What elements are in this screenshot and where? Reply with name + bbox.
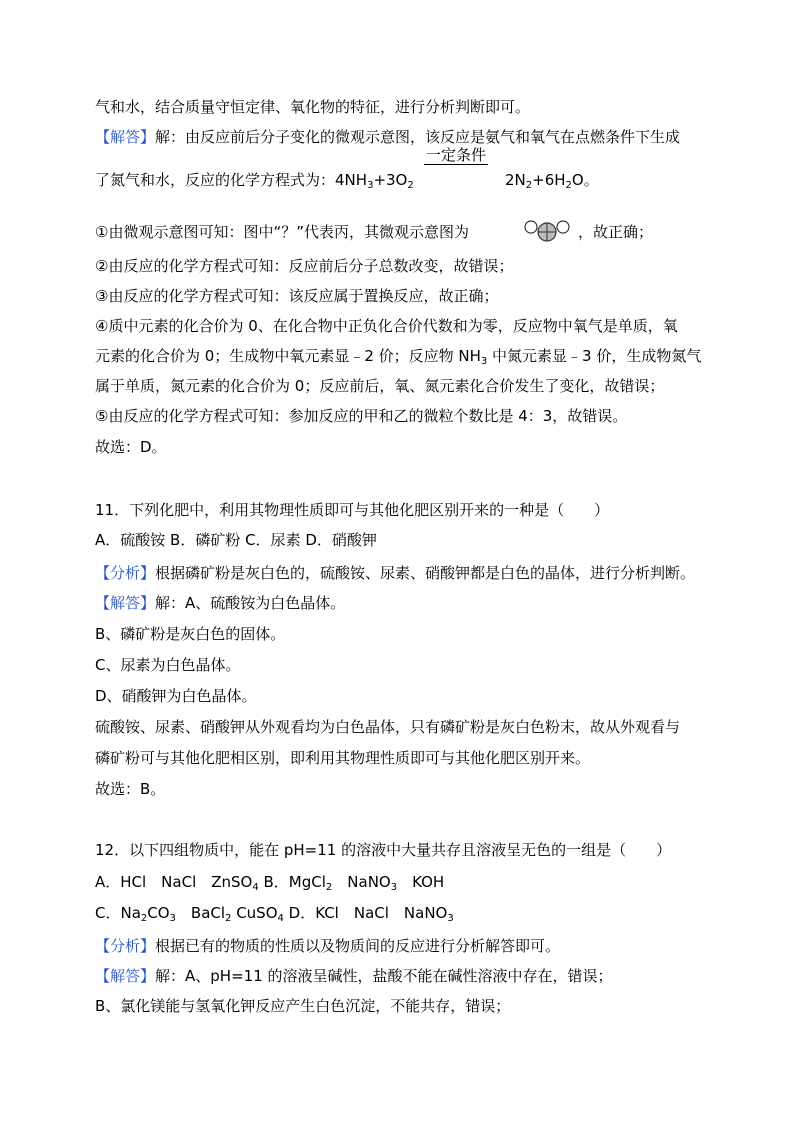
equation-right bbox=[505, 170, 599, 190]
option-text: C．Na bbox=[95, 904, 141, 922]
text-line bbox=[95, 563, 695, 583]
answer-tag: 【解答】 bbox=[95, 128, 156, 146]
answer-tag: 【解答】 bbox=[95, 967, 156, 985]
question-11-options: A．硫酸铵 B．磷矿粉 C．尿素 D．硝酸钾 bbox=[95, 531, 377, 549]
option-text: KOH bbox=[397, 873, 445, 891]
question-12-options bbox=[95, 872, 444, 892]
line-text: ，故正确； bbox=[578, 223, 654, 241]
subscript: 2 bbox=[225, 913, 232, 924]
text-line: ②由反应的化学方程式可知：反应前后分子总数改变，故错误； bbox=[95, 257, 514, 275]
text-line bbox=[95, 127, 680, 147]
question-12-options bbox=[95, 903, 454, 923]
equation-right-text: O。 bbox=[571, 171, 599, 189]
line-text: 元素的化合价为 0；生成物中氧元素显﹣2 价；反应物 NH bbox=[95, 347, 481, 365]
text-line: ④质中元素的化合价为 0、在化合物中正负化合价代数和为零，反应物中氧气是单质，氧 bbox=[95, 317, 678, 335]
text-line: B、氯化镁能与氢氧化钾反应产生白色沉淀，不能共存，错误； bbox=[95, 997, 511, 1015]
subscript: 3 bbox=[390, 882, 398, 893]
text-line: D、硝酸钾为白色晶体。 bbox=[95, 687, 257, 705]
text-line bbox=[95, 966, 613, 986]
text-line: ③由反应的化学方程式可知：该反应属于置换反应，故正确； bbox=[95, 287, 499, 305]
text-line: 气和水，结合质量守恒定律、氧化物的特征，进行分析判断即可。 bbox=[95, 98, 531, 116]
subscript: 3 bbox=[169, 913, 176, 924]
line-text: ①由微观示意图可知：图中“？”代表丙，其微观示意图为 bbox=[95, 223, 469, 241]
analysis-tag: 【分析】 bbox=[95, 937, 156, 955]
equation-condition: 一定条件 bbox=[426, 146, 487, 164]
option-text: B．MgCl bbox=[258, 873, 326, 891]
option-text: CO bbox=[147, 904, 170, 922]
subscript: 3 bbox=[367, 180, 374, 191]
answer-tag: 【解答】 bbox=[95, 594, 156, 612]
analysis-tag: 【分析】 bbox=[95, 564, 156, 582]
text-line: C、尿素为白色晶体。 bbox=[95, 656, 241, 674]
text-line: 故选：D。 bbox=[95, 438, 167, 456]
equation-left: +3O bbox=[373, 171, 408, 189]
line-text: 中氮元素显﹣3 价，生成物氮气 bbox=[487, 347, 702, 365]
text-line bbox=[95, 936, 560, 956]
subscript: 4 bbox=[277, 913, 284, 924]
question-11: 11．下列化肥中，利用其物理性质即可与其他化肥区别开来的一种是（ ） bbox=[95, 501, 610, 519]
option-text: D．KCl NaCl NaNO bbox=[283, 904, 448, 922]
text-line: 磷矿粉可与其他化肥相区别，即利用其物理性质即可与其他化肥区别开来。 bbox=[95, 749, 591, 767]
text-line: 故选：B。 bbox=[95, 780, 166, 798]
text-line: 硫酸铵、尿素、硝酸钾从外观看均为白色晶体，只有磷矿粉是灰白色粉末，故从外观看与 bbox=[95, 718, 681, 736]
equation-right-text: 2N bbox=[505, 171, 526, 189]
text-line: B、磷矿粉是灰白色的固体。 bbox=[95, 625, 286, 643]
subscript: 2 bbox=[565, 180, 572, 191]
option-text: BaCl bbox=[175, 904, 226, 922]
line-text: 解：A、pH=11 的溶液呈碱性，盐酸不能在碱性溶液中存在，错误； bbox=[155, 967, 613, 985]
option-text: NaNO bbox=[332, 873, 391, 891]
subscript: 2 bbox=[325, 882, 333, 893]
line-text: 根据磷矿粉是灰白色的，硫酸铵、尿素、硝酸钾都是白色的晶体，进行分析判断。 bbox=[155, 564, 696, 582]
text-line bbox=[95, 346, 701, 366]
option-text: A．HCl NaCl ZnSO bbox=[95, 873, 253, 891]
line-text: 解：A、硫酸铵为白色晶体。 bbox=[155, 594, 346, 612]
subscript: 3 bbox=[447, 913, 454, 924]
option-text: CuSO bbox=[231, 904, 278, 922]
subscript: 2 bbox=[407, 180, 414, 191]
text-line bbox=[95, 222, 469, 242]
subscript: 2 bbox=[525, 180, 533, 191]
line-text: 了氮气和水，反应的化学方程式为： bbox=[95, 171, 336, 189]
question-12: 12．以下四组物质中，能在 pH=11 的溶液中大量共存且溶液呈无色的一组是（ ） bbox=[95, 841, 672, 859]
subscript: 3 bbox=[480, 356, 488, 367]
text-line bbox=[95, 593, 345, 613]
molecule-icon bbox=[521, 218, 573, 244]
line-text: 根据已有的物质的性质以及物质间的反应进行分析解答即可。 bbox=[155, 937, 561, 955]
line-text: 解：由反应前后分子变化的微观示意图，该反应是氨气和氧气在点燃条件下生成 bbox=[155, 128, 681, 146]
text-line: ⑤由反应的化学方程式可知：参加反应的甲和乙的微粒个数比是 4：3，故错误。 bbox=[95, 407, 628, 425]
text-line bbox=[95, 170, 414, 190]
equation-left: 4NH bbox=[335, 171, 368, 189]
subscript: 4 bbox=[252, 882, 259, 893]
equation-right-text: +6H bbox=[532, 171, 566, 189]
text-line: 属于单质，氮元素的化合价为 0；反应前后，氧、氮元素化合价发生了变化，故错误； bbox=[95, 377, 665, 395]
subscript: 2 bbox=[140, 913, 148, 924]
